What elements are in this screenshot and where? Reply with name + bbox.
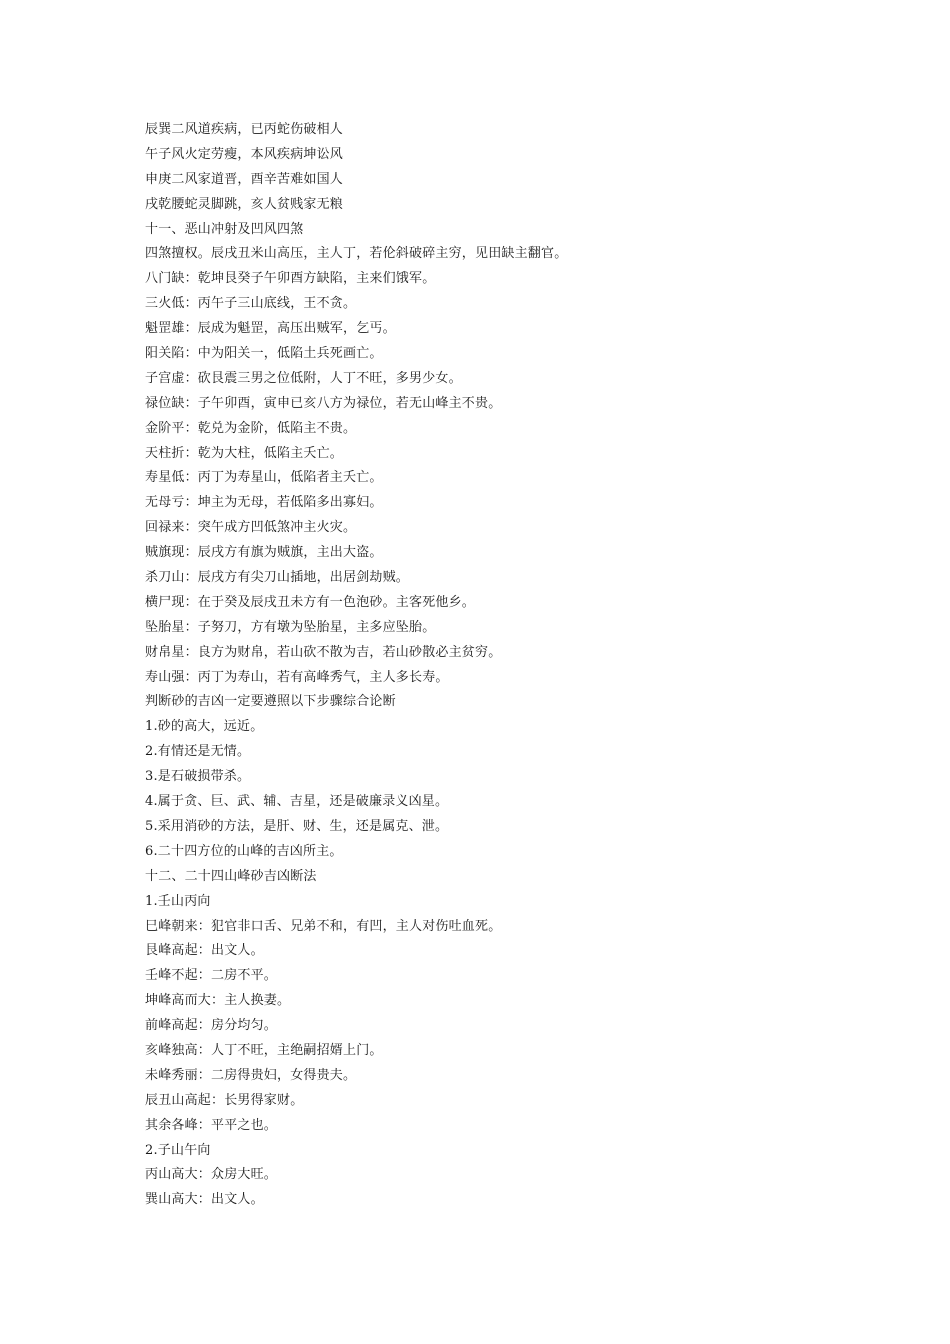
text-line: 申庚二风家道晋，酉辛苦难如国人 — [145, 171, 344, 187]
text-line: 辰巽二风道疾病，已丙蛇伤破相人 — [145, 122, 344, 137]
text-line: 丙山高大：众房大旺。 — [145, 1167, 278, 1183]
text-line: 艮峰高起：出文人。 — [145, 943, 264, 959]
text-line: 寿星低：丙丁为寿星山，低陷者主夭亡。 — [145, 470, 383, 486]
text-line: 寿山强：丙丁为寿山，若有高峰秀气，主人多长寿。 — [145, 669, 449, 685]
section-heading: 十二、二十四山峰砂吉凶断法 — [145, 868, 317, 884]
list-item: 3.是石破损带杀。 — [145, 769, 251, 785]
subsection-heading: 2.子山午向 — [145, 1142, 211, 1158]
document-body — [145, 118, 845, 1213]
list-item: 4.属于贪、巨、武、辅、吉星，还是破廉录义凶星。 — [145, 794, 449, 810]
list-item: 2.有情还是无情。 — [145, 744, 251, 760]
list-item: 1.砂的高大，远近。 — [145, 719, 264, 735]
text-line: 子宫虚：砍艮震三男之位低附，人丁不旺，多男少女。 — [145, 370, 462, 386]
text-line: 回禄来：突午成方凹低煞冲主火灾。 — [145, 520, 357, 536]
text-line: 午子风火定劳瘦，本风疾病坤讼风 — [145, 146, 344, 162]
text-line: 阳关陷：中为阳关一，低陷土兵死画亡。 — [145, 346, 383, 362]
subsection-heading: 1.壬山丙向 — [145, 893, 211, 909]
text-line: 四煞擅权。辰戌丑米山高压，主人丁，若伦斜破碎主穷，见田缺主翻官。 — [145, 246, 568, 262]
text-line: 财帛星：良方为财帛，若山砍不散为吉，若山砂散必主贫穷。 — [145, 644, 502, 660]
text-line: 巽山高大：出文人。 — [145, 1192, 264, 1208]
text-line: 戌乾腰蛇灵脚跳，亥人贫贱家无粮 — [145, 196, 344, 212]
text-line: 贼旗现：辰戌方有旗为贼旗，主出大盗。 — [145, 545, 383, 561]
text-line: 魁罡雄：辰成为魁罡，高压出贼军，乞丐。 — [145, 321, 396, 337]
text-line: 三火低：丙午子三山底线，王不贪。 — [145, 296, 357, 312]
text-line: 亥峰独高：人丁不旺，主绝嗣招婿上门。 — [145, 1042, 383, 1058]
list-item: 5.采用消砂的方法，是肝、财、生，还是属克、泄。 — [145, 818, 449, 834]
text-line: 天柱折：乾为大柱，低陷主夭亡。 — [145, 445, 344, 461]
text-line: 辰丑山高起：长男得家财。 — [145, 1092, 304, 1108]
text-line: 判断砂的吉凶一定要遵照以下步骤综合论断 — [145, 694, 396, 710]
text-line: 未峰秀丽：二房得贵妇，女得贵夫。 — [145, 1067, 357, 1083]
text-line: 坠胎星：子努刀，方有墩为坠胎星，主多应坠胎。 — [145, 619, 436, 635]
text-line: 无母亏：坤主为无母，若低陷多出寡妇。 — [145, 495, 383, 511]
section-heading: 十一、恶山冲射及凹风四煞 — [145, 221, 304, 237]
text-line: 金阶平：乾兑为金阶，低陷主不贵。 — [145, 420, 357, 436]
text-line: 壬峰不起：二房不平。 — [145, 968, 278, 984]
text-line: 巳峰朝来：犯官非口舌、兄弟不和，有凹，主人对伤吐血死。 — [145, 918, 502, 934]
text-line: 横尸现：在于癸及辰戌丑未方有一色泡砂。主客死他乡。 — [145, 594, 476, 610]
text-line: 杀刀山：辰戌方有尖刀山插地，出居剑劫贼。 — [145, 570, 410, 586]
text-line: 坤峰高而大：主人换妻。 — [145, 993, 291, 1009]
list-item: 6.二十四方位的山峰的吉凶所主。 — [145, 843, 343, 859]
text-line: 禄位缺：子午卯酉，寅申已亥八方为禄位，若无山峰主不贵。 — [145, 395, 502, 411]
text-line: 其余各峰：平平之也。 — [145, 1117, 278, 1133]
text-line: 八门缺：乾坤艮癸子午卯酉方缺陷，主来们饿军。 — [145, 271, 436, 287]
text-line: 前峰高起：房分均匀。 — [145, 1018, 278, 1034]
